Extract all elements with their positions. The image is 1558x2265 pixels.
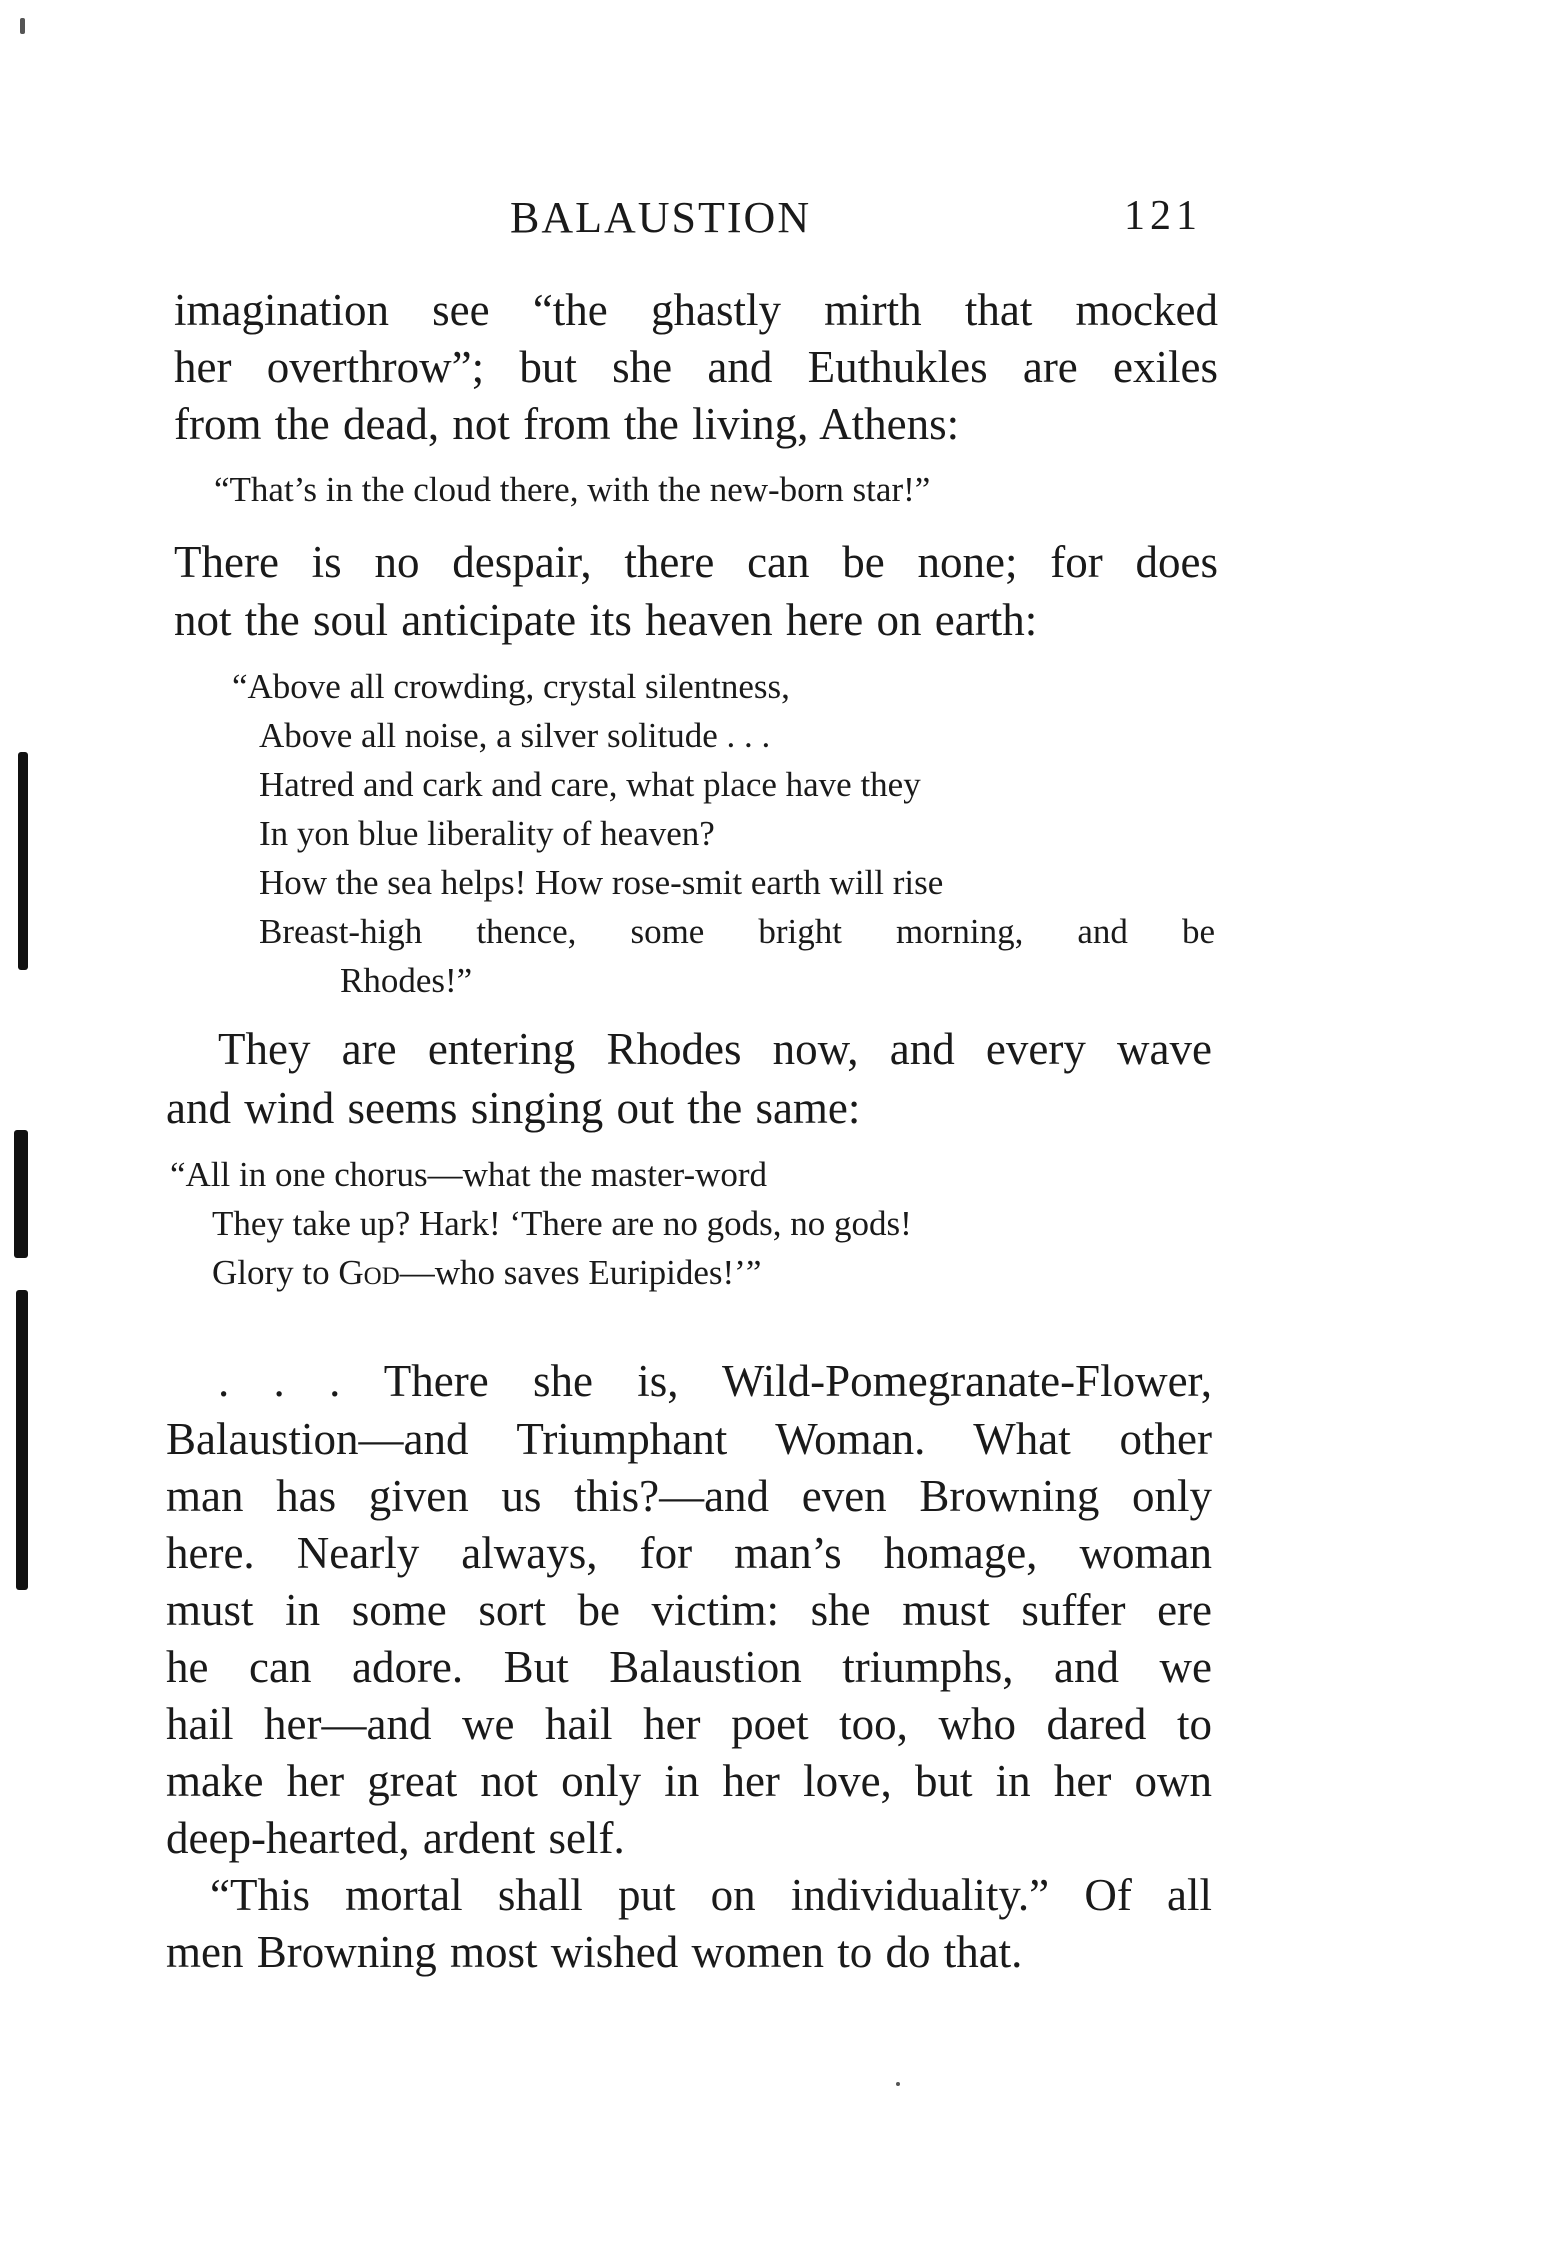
paragraph-3-line-1: They are entering Rhodes now, and every wave	[218, 1024, 1212, 1074]
paragraph-5-line-2: men Browning most wished women to do that.	[166, 1927, 1023, 1977]
scan-margin-mark-middle	[14, 1130, 28, 1258]
paragraph-1-line-2: her overthrow”; but she and Euthukles are exiles	[174, 342, 1218, 392]
paragraph-1-line-1: imagination see “the ghastly mirth that mocked	[174, 285, 1218, 335]
verse-quote-2-line-3: Hatred and cark and care, what place have they	[259, 765, 921, 804]
verse-quote-2-line-2: Above all noise, a silver solitude . . .	[259, 716, 771, 755]
paragraph-4-line-6: he can adore. But Balaustion triumphs, and we	[166, 1642, 1212, 1692]
verse-quote-2-line-1: “Above all crowding, crystal silentness,	[232, 667, 790, 706]
verse-quote-3-line-1: “All in one chorus—what the master-word	[170, 1155, 768, 1194]
verse-quote-3-line-2: They take up? Hark! ‘There are no gods, no gods!	[212, 1204, 912, 1243]
verse-quote-3-smallcaps-word: God	[338, 1253, 400, 1292]
verse-quote-1: “That’s in the cloud there, with the new-born star!”	[214, 470, 931, 509]
paragraph-4-line-5: must in some sort be victim: she must suffer ere	[166, 1585, 1212, 1635]
verse-quote-2-line-6: Breast-high thence, some bright morning, and be	[259, 912, 1215, 951]
verse-quote-2-line-5: How the sea helps! How rose-smit earth will rise	[259, 863, 944, 902]
paragraph-4-line-4: here. Nearly always, for man’s homage, woman	[166, 1528, 1212, 1578]
paragraph-3-line-2: and wind seems singing out the same:	[166, 1083, 861, 1133]
paragraph-4-line-8: make her great not only in her love, but in her own	[166, 1756, 1212, 1806]
scan-speck-bottom	[896, 2082, 900, 2086]
verse-quote-2-line-7: Rhodes!”	[340, 961, 473, 1000]
paragraph-2-line-2: not the soul anticipate its heaven here on earth:	[174, 595, 1038, 645]
verse-quote-2-line-4: In yon blue liberality of heaven?	[259, 814, 715, 853]
paragraph-4-line-7: hail her—and we hail her poet too, who dared to	[166, 1699, 1212, 1749]
verse-quote-3-line-3-end: —who saves Euripides!’”	[399, 1253, 762, 1292]
scan-margin-mark-bottom	[16, 1290, 28, 1590]
running-header-title: BALAUSTION	[510, 193, 812, 242]
page-number: 121	[1124, 193, 1202, 239]
verse-quote-3-line-3-start: Glory to	[212, 1253, 339, 1292]
paragraph-2-line-1: There is no despair, there can be none; for does	[174, 537, 1218, 587]
paragraph-1-line-3: from the dead, not from the living, Athens:	[174, 399, 960, 449]
verse-quote-3-line-3	[212, 1253, 761, 1293]
paragraph-4-line-9: deep-hearted, ardent self.	[166, 1813, 625, 1863]
paragraph-5-line-1: “This mortal shall put on individuality.” Of all	[210, 1870, 1212, 1920]
paragraph-4-line-2: Balaustion—and Triumphant Woman. What other	[166, 1414, 1212, 1464]
paragraph-4-line-1: . . . There she is, Wild-Pomegranate-Flower,	[218, 1356, 1212, 1406]
scan-speck-corner	[20, 18, 25, 34]
paragraph-4-line-3: man has given us this?—and even Browning only	[166, 1471, 1212, 1521]
scan-margin-mark-top	[18, 752, 28, 970]
